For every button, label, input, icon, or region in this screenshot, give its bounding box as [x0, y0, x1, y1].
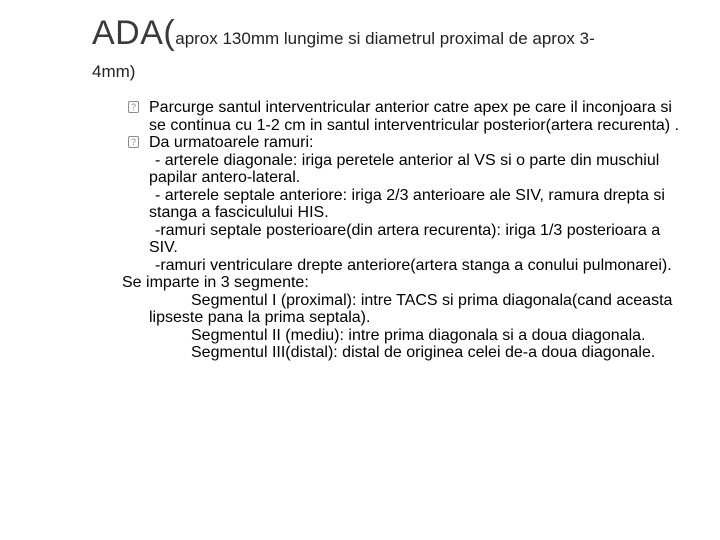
title-rest: aprox 130mm lungime si diametrul proximal de aprox 3-	[175, 29, 595, 48]
segments-heading: Se imparte in 3 segmente:	[122, 274, 309, 291]
bullet-text-1: Parcurge santul interventricular anterior catre apex pe care il inconjoara si se continua cu 1-2 cm in santul interventricular posterior(artera recurenta) .	[149, 99, 680, 134]
segment-item-2	[128, 327, 690, 345]
title-prefix: ADA(	[92, 14, 176, 52]
segment-text-3: Segmentul III(distal): distal de originea celei de-a doua diagonale.	[191, 344, 656, 361]
segment-text-2: Segmentul II (mediu): intre prima diagonala si a doua diagonala.	[191, 326, 646, 344]
slide-content	[122, 99, 690, 362]
title-line-2: 4mm)	[92, 62, 136, 81]
box-bullet-icon: ?	[128, 101, 139, 113]
branch-text-3: -ramuri septale posterioare(din artera recurenta): iriga 1/3 posterioara a SIV.	[149, 221, 661, 256]
branch-text-2: - arterele septale anteriore: iriga 2/3 anterioare ale SIV, ramura drepta si stanga a fasciculului HIS.	[149, 186, 665, 221]
branch-item-4	[128, 257, 690, 275]
branch-item-3	[128, 222, 690, 257]
bullet-item-1	[128, 99, 690, 134]
branch-text-4: -ramuri ventriculare drepte anteriore(artera stanga a conului pulmonarei).	[155, 256, 672, 274]
bullet-text-2: Da urmatoarele ramuri:	[149, 134, 314, 151]
box-bullet-icon: ?	[128, 136, 139, 148]
branch-text-1: - arterele diagonale: iriga peretele anterior al VS si o parte din muschiul papilar antero-lateral.	[149, 151, 660, 186]
bullet-item-2	[128, 134, 690, 152]
segment-item-1	[128, 292, 690, 327]
branch-item-2	[128, 187, 690, 222]
slide-title	[92, 14, 702, 52]
segment-item-3	[128, 344, 690, 362]
segment-text-1: Segmentul I (proximal): intre TACS si prima diagonala(cand aceasta lipseste pana la prima septala).	[149, 291, 673, 326]
branch-item-1	[128, 152, 690, 187]
